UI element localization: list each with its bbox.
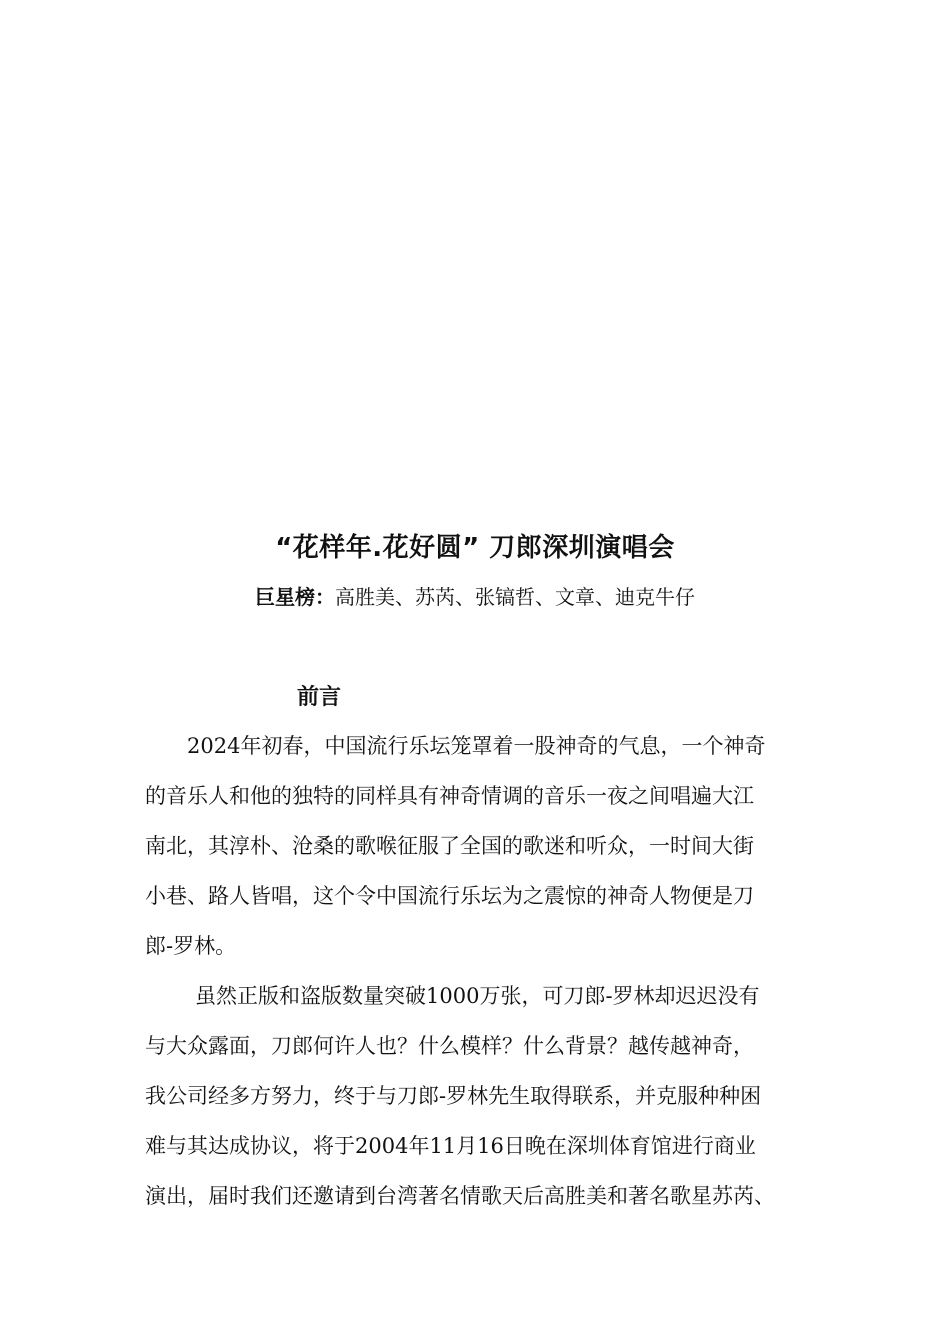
star-lineup	[0, 579, 950, 615]
paragraph-line: 与大众露面，刀郎何许人也？什么模样？什么背景？越传越神奇，	[145, 1034, 754, 1058]
paragraph-line: 难与其达成协议，将于2004年11月16日晚在深圳体育馆进行商业	[145, 1134, 756, 1158]
paragraph-1	[145, 721, 835, 971]
paragraph-2	[145, 971, 835, 1221]
section-heading: 前言	[297, 685, 342, 710]
paragraph-line: 虽然正版和盗版数量突破1000万张，可刀郎-罗林却迟迟没有	[195, 984, 760, 1008]
paragraph-line: 2024年初春，中国流行乐坛笼罩着一股神奇的气息，一个神奇	[187, 734, 766, 758]
paragraph-line: 演出，届时我们还邀请到台湾著名情歌天后高胜美和著名歌星苏芮、	[145, 1184, 775, 1208]
paragraph-line: 的音乐人和他的独特的同样具有神奇情调的音乐一夜之间唱遍大江	[145, 784, 754, 808]
paragraph-line: 南北，其淳朴、沧桑的歌喉征服了全国的歌迷和听众，一时间大街	[145, 834, 754, 858]
star-lineup-label: 巨星榜：	[255, 585, 335, 609]
document-title: “花样年.花好圆” 刀郎深圳演唱会	[275, 533, 675, 563]
paragraph-line: 我公司经多方努力，终于与刀郎-罗林先生取得联系，并克服种种困	[145, 1084, 762, 1108]
paragraph-line: 郎-罗林。	[145, 934, 237, 958]
paragraph-line: 小巷、路人皆唱，这个令中国流行乐坛为之震惊的神奇人物便是刀	[145, 884, 754, 908]
star-lineup-names: 高胜美、苏芮、张镐哲、文章、迪克牛仔	[335, 585, 695, 609]
